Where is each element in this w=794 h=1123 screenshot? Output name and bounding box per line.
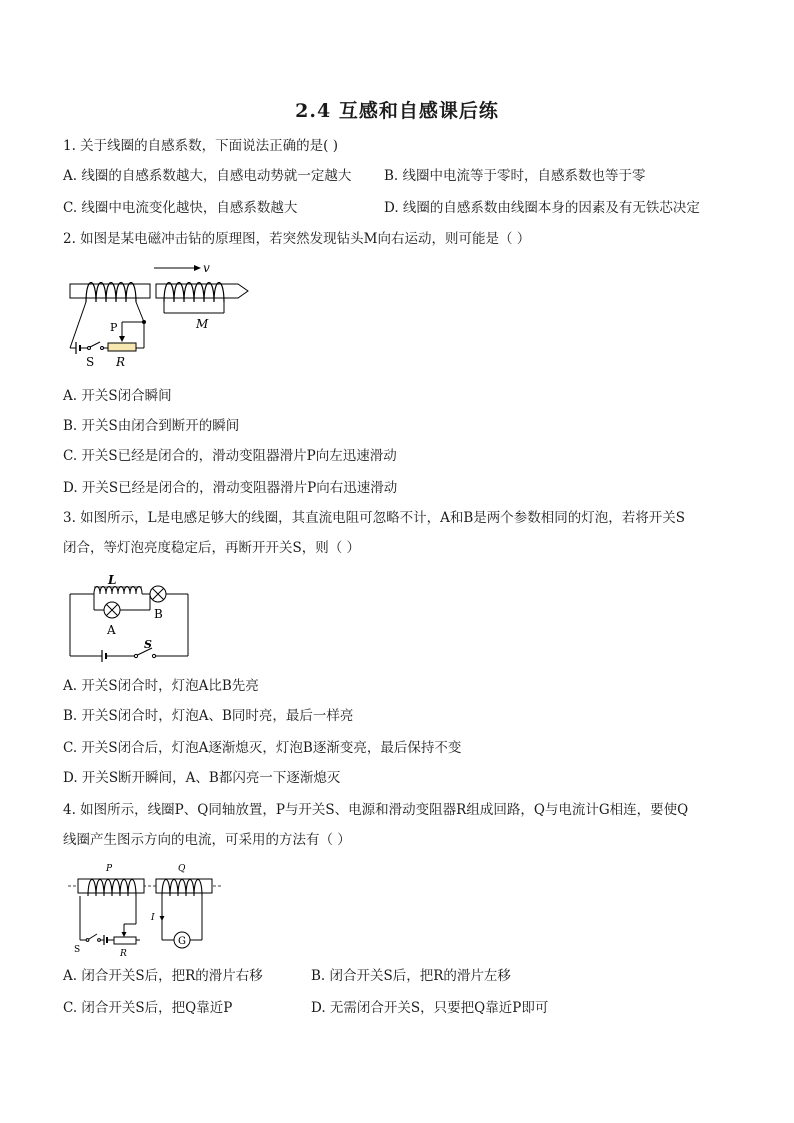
q2-figure bbox=[62, 258, 262, 374]
q4-option-a: A. 闭合开关S后，把R的滑片右移 bbox=[63, 968, 263, 984]
q3-option-a: A. 开关S闭合时，灯泡A比B先亮 bbox=[63, 678, 259, 694]
q4-stem-line2: 线圈产生图示方向的电流，可采用的方法有（ ） bbox=[63, 832, 351, 848]
q1-option-d: D. 线圈的自感系数由线圈本身的因素及有无铁芯决定 bbox=[384, 200, 700, 216]
q4-label-i: I bbox=[151, 913, 155, 923]
q2-label-v: v bbox=[203, 261, 210, 275]
q1-option-c: C. 线圈中电流变化越快，自感系数越大 bbox=[63, 200, 298, 216]
page-title: 2.4 互感和自感课后练 bbox=[295, 100, 499, 122]
q3-label-l: L bbox=[108, 573, 117, 587]
q3-option-b: B. 开关S闭合时，灯泡A、B同时亮，最后一样亮 bbox=[63, 708, 354, 724]
q2-option-a: A. 开关S闭合瞬间 bbox=[63, 388, 172, 404]
q4-label-p: P bbox=[106, 864, 113, 874]
q1-stem: 1. 关于线圈的自感系数，下面说法正确的是( ) bbox=[63, 138, 338, 154]
q3-label-a: A bbox=[107, 623, 116, 637]
q1-option-a: A. 线圈的自感系数越大，自感电动势就一定越大 bbox=[63, 168, 352, 184]
q4-label-s: S bbox=[74, 945, 81, 955]
q3-option-d: D. 开关S断开瞬间，A、B都闪亮一下逐渐熄灭 bbox=[63, 770, 341, 786]
q4-option-d: D. 无需闭合开关S，只要把Q靠近P即可 bbox=[311, 1000, 549, 1016]
q3-figure bbox=[62, 568, 202, 666]
q4-option-c: C. 闭合开关S后，把Q靠近P bbox=[63, 1000, 233, 1016]
q2-label-m: M bbox=[196, 317, 209, 331]
q2-option-d: D. 开关S已经是闭合的，滑动变阻器滑片P向右迅速滑动 bbox=[63, 480, 398, 496]
q2-stem: 2. 如图是某电磁冲击钻的原理图，若突然发现钻头M向右运动，则可能是（ ） bbox=[63, 231, 531, 247]
q2-option-b: B. 开关S由闭合到断开的瞬间 bbox=[63, 418, 240, 434]
q4-label-g: G bbox=[178, 936, 186, 947]
q4-stem-line1: 4. 如图所示，线圈P、Q同轴放置，P与开关S、电源和滑动变阻器R组成回路，Q与电流计G相连，要使Q bbox=[63, 802, 689, 818]
q3-option-c: C. 开关S闭合后，灯泡A逐渐熄灭，灯泡B逐渐变亮，最后保持不变 bbox=[63, 740, 462, 756]
q3-label-s: S bbox=[144, 638, 152, 651]
q3-label-b: B bbox=[154, 607, 163, 621]
q2-label-r: R bbox=[116, 355, 126, 369]
q3-stem-line1: 3. 如图所示，L是电感足够大的线圈，其直流电阻可忽略不计，A和B是两个参数相同的灯泡，若将开关S bbox=[63, 510, 686, 526]
q4-figure bbox=[62, 860, 232, 960]
q1-option-b: B. 线圈中电流等于零时，自感系数也等于零 bbox=[384, 168, 646, 184]
q4-label-r: R bbox=[120, 949, 127, 959]
q3-stem-line2: 闭合，等灯泡亮度稳定后，再断开开关S，则（ ） bbox=[63, 540, 361, 556]
q4-label-q: Q bbox=[178, 864, 186, 874]
q4-option-b: B. 闭合开关S后，把R的滑片左移 bbox=[311, 968, 511, 984]
q2-label-p: P bbox=[110, 321, 118, 334]
q2-label-s: S bbox=[86, 355, 95, 369]
q2-option-c: C. 开关S已经是闭合的，滑动变阻器滑片P向左迅速滑动 bbox=[63, 448, 397, 464]
